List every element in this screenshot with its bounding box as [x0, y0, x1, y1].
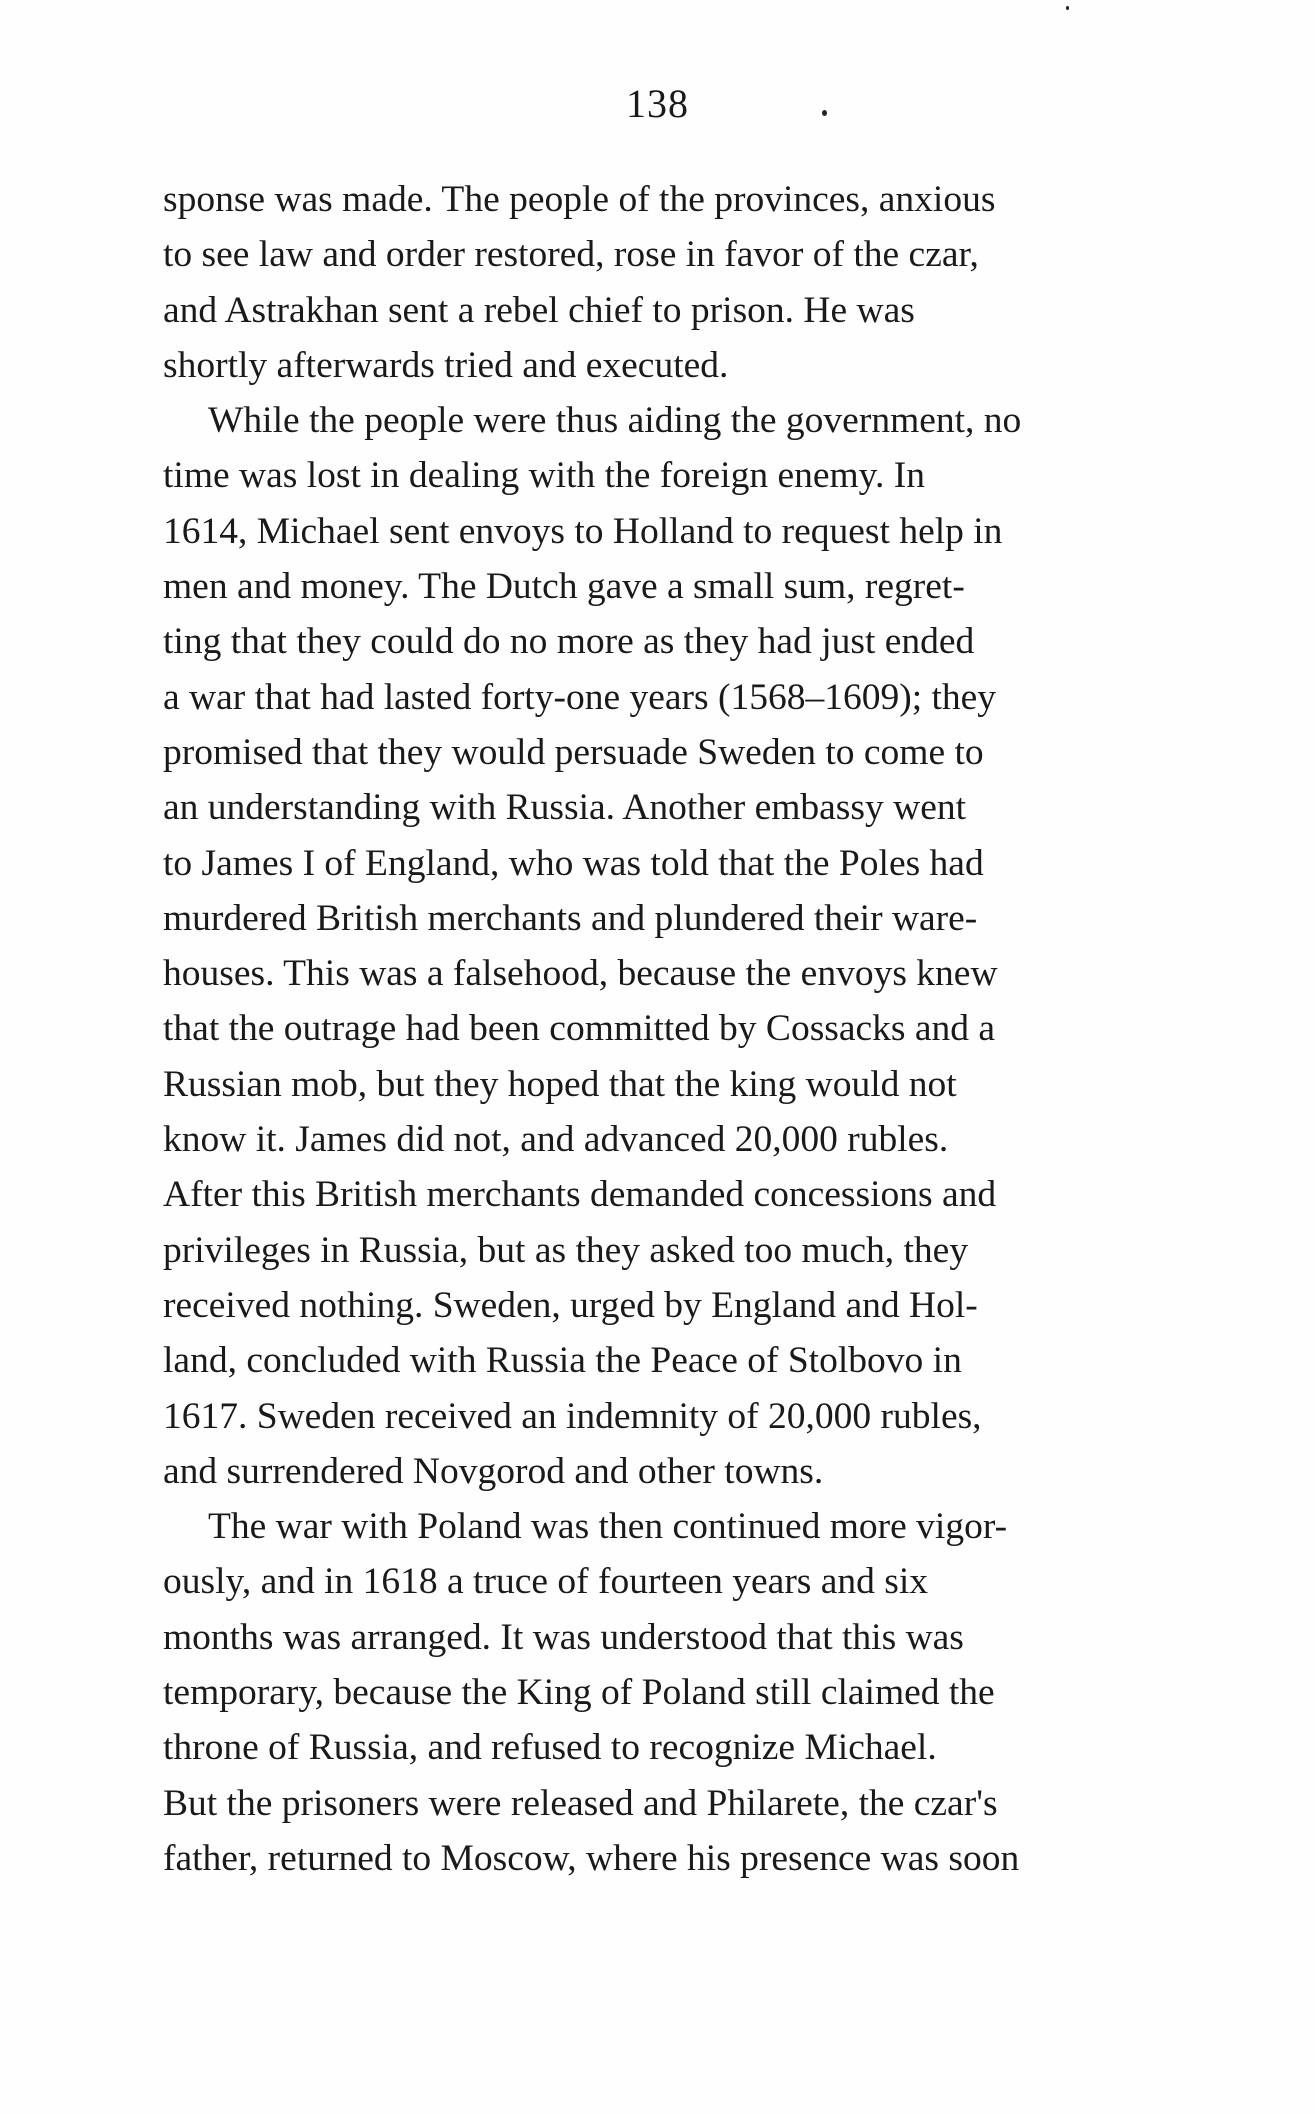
text-line: 1617. Sweden received an indemnity of 20,000 rubles,	[163, 1395, 982, 1437]
text-line: 1614, Michael sent envoys to Holland to request help in	[163, 510, 1003, 552]
text-line: to see law and order restored, rose in favor of the czar,	[163, 234, 979, 276]
text-line: temporary, because the King of Poland still claimed the	[163, 1672, 995, 1714]
body-text	[163, 172, 1218, 1886]
text-line: murdered British merchants and plundered their ware-	[163, 897, 978, 939]
print-speck	[822, 110, 827, 116]
text-line: and Astrakhan sent a rebel chief to prison. He was	[163, 289, 915, 331]
paragraph-1	[163, 172, 1218, 393]
paragraph-2	[163, 393, 1218, 1499]
text-line: men and money. The Dutch gave a small sum, regret-	[163, 566, 965, 608]
text-line: shortly afterwards tried and executed.	[163, 344, 729, 386]
text-line: a war that had lasted forty-one years (1568–1609); they	[163, 676, 997, 718]
text-line: land, concluded with Russia the Peace of Stolbovo in	[163, 1340, 962, 1382]
text-line: houses. This was a falsehood, because the envoys knew	[163, 953, 998, 995]
text-line: Russian mob, but they hoped that the king would not	[163, 1063, 957, 1105]
text-line: to James I of England, who was told that the Poles had	[163, 842, 984, 884]
text-line: But the prisoners were released and Philarete, the czar's	[163, 1782, 998, 1824]
text-line: promised that they would persuade Sweden to come to	[163, 731, 984, 773]
text-line: time was lost in dealing with the foreign enemy. In	[163, 455, 925, 497]
text-line: months was arranged. It was understood that this was	[163, 1616, 964, 1658]
paragraph-3	[163, 1499, 1218, 1886]
text-line: throne of Russia, and refused to recognize Michael.	[163, 1727, 937, 1769]
text-line: know it. James did not, and advanced 20,000 rubles.	[163, 1119, 949, 1161]
text-line: an understanding with Russia. Another embassy went	[163, 787, 967, 829]
text-line: and surrendered Novgorod and other towns.	[163, 1450, 824, 1492]
text-line: sponse was made. The people of the provinces, anxious	[163, 179, 996, 220]
text-line: ting that they could do no more as they had just ended	[163, 621, 975, 663]
text-line: that the outrage had been committed by Cossacks and a	[163, 1008, 996, 1050]
text-line: The war with Poland was then continued more vigor-	[208, 1506, 1008, 1548]
text-line: received nothing. Sweden, urged by England and Hol-	[163, 1284, 978, 1326]
text-line: father, returned to Moscow, where his presence was soon	[163, 1837, 1020, 1879]
print-speck	[1066, 6, 1069, 10]
page-number: 138	[626, 81, 689, 126]
text-line: While the people were thus aiding the government, no	[208, 400, 1022, 442]
text-line: ously, and in 1618 a truce of fourteen years and six	[163, 1561, 929, 1603]
text-line: privileges in Russia, but as they asked too much, they	[163, 1229, 969, 1271]
text-line: After this British merchants demanded concessions and	[163, 1174, 997, 1216]
